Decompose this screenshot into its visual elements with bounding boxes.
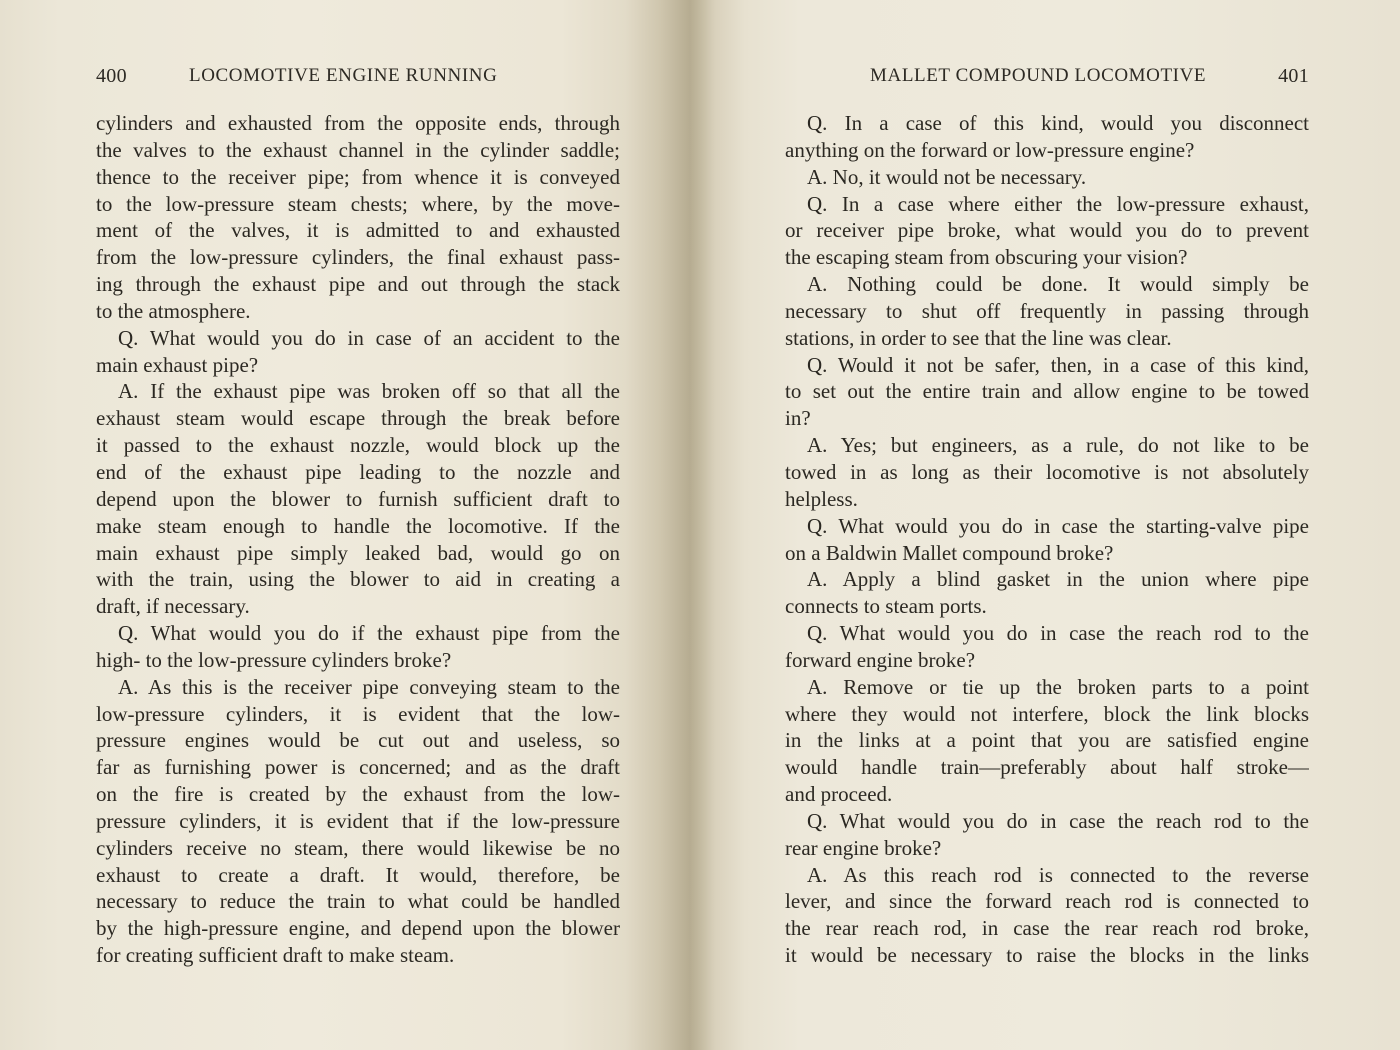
text-line: main exhaust pipe? xyxy=(96,352,259,377)
answer-line: A. Apply a blind gasket in the union where pipe xyxy=(807,567,1309,592)
text-line: low-pressure cylinders, it is evident that the low- xyxy=(96,701,620,726)
text-line: on the fire is created by the exhaust from the low- xyxy=(96,782,620,807)
question-line: Q. What would you do if the exhaust pipe from the xyxy=(118,621,620,646)
right-running-title: MALLET COMPOUND LOCOMOTIVE xyxy=(870,65,1207,86)
question-line: Q. In a case where either the low-pressure exhaust, xyxy=(807,191,1309,216)
text-line: helpless. xyxy=(785,486,858,511)
answer-line: A. No, it would not be necessary. xyxy=(807,164,1087,189)
text-line: necessary to shut off frequently in passing through xyxy=(785,298,1309,323)
text-line: forward engine broke? xyxy=(785,647,976,672)
text-line: in? xyxy=(785,406,811,431)
text-line: high- to the low-pressure cylinders broke? xyxy=(96,647,452,672)
text-line: to set out the entire train and allow engine to be towed xyxy=(785,379,1309,404)
question-line: Q. What would you do in case the reach rod to the xyxy=(807,808,1309,833)
text-line: to the atmosphere. xyxy=(96,298,251,323)
text-line: in the links at a point that you are satisfied engine xyxy=(785,728,1309,753)
text-line: would handle train—preferably about half stroke— xyxy=(785,755,1309,780)
text-line: to the low-pressure steam chests; where, by the move- xyxy=(96,191,620,216)
text-line: anything on the forward or low-pressure engine? xyxy=(785,137,1195,162)
text-line: and proceed. xyxy=(785,782,893,807)
left-page-number: 400 xyxy=(96,65,127,87)
answer-line: A. If the exhaust pipe was broken off so that all the xyxy=(118,379,620,404)
text-line: make steam enough to handle the locomotive. If the xyxy=(96,513,620,538)
left-body-text xyxy=(96,110,620,969)
text-line: it passed to the exhaust nozzle, would block up the xyxy=(96,433,620,458)
text-line: ing through the exhaust pipe and out through the stack xyxy=(96,272,620,297)
right-page xyxy=(700,0,1400,1050)
text-line: where they would not interfere, block the link blocks xyxy=(785,701,1309,726)
right-page-number: 401 xyxy=(1278,65,1309,87)
text-line: draft, if necessary. xyxy=(96,594,250,619)
text-line: for creating sufficient draft to make steam. xyxy=(96,943,455,968)
text-line: pressure cylinders, it is evident that if the low-pressure xyxy=(96,808,620,833)
left-running-head xyxy=(96,62,620,90)
text-line: exhaust to create a draft. It would, therefore, be xyxy=(96,862,620,887)
text-line: end of the exhaust pipe leading to the nozzle and xyxy=(96,459,620,484)
text-line: stations, in order to see that the line was clear. xyxy=(785,325,1172,350)
text-line: cylinders and exhausted from the opposite ends, through xyxy=(96,111,620,135)
text-line: towed in as long as their locomotive is not absolutely xyxy=(785,459,1309,484)
question-line: Q. What would you do in case the reach rod to the xyxy=(807,621,1309,646)
answer-line: A. Remove or tie up the broken parts to a point xyxy=(807,674,1309,699)
text-line: or receiver pipe broke, what would you do to prevent xyxy=(785,218,1309,243)
question-line: Q. What would you do in case the starting-valve pipe xyxy=(807,513,1309,538)
text-line: exhaust steam would escape through the break before xyxy=(96,406,620,431)
question-line: Q. Would it not be safer, then, in a case of this kind, xyxy=(807,352,1309,377)
text-line: from the low-pressure cylinders, the final exhaust pass- xyxy=(96,245,620,270)
answer-line: A. As this is the receiver pipe conveying steam to the xyxy=(118,674,620,699)
right-body-text xyxy=(785,110,1309,969)
text-line: connects to steam ports. xyxy=(785,594,987,619)
answer-line: A. Nothing could be done. It would simply be xyxy=(807,272,1309,297)
question-line: Q. In a case of this kind, would you disconnect xyxy=(807,111,1309,135)
text-line: the valves to the exhaust channel in the cylinder saddle; xyxy=(96,137,620,162)
text-line: cylinders receive no steam, there would likewise be no xyxy=(96,835,620,860)
text-line: far as furnishing power is concerned; and as the draft xyxy=(96,755,620,780)
answer-line: A. Yes; but engineers, as a rule, do not like to be xyxy=(807,433,1309,458)
text-line: pressure engines would be cut out and useless, so xyxy=(96,728,620,753)
text-line: it would be necessary to raise the blocks in the links xyxy=(785,943,1309,968)
text-line: with the train, using the blower to aid in creating a xyxy=(96,567,620,592)
text-line: rear engine broke? xyxy=(785,835,942,860)
text-line: on a Baldwin Mallet compound broke? xyxy=(785,540,1114,565)
text-line: necessary to reduce the train to what could be handled xyxy=(96,889,620,914)
text-line: main exhaust pipe simply leaked bad, would go on xyxy=(96,540,620,565)
question-line: Q. What would you do in case of an accident to the xyxy=(118,325,620,350)
text-line: by the high-pressure engine, and depend upon the blower xyxy=(96,916,620,941)
answer-line: A. As this reach rod is connected to the reverse xyxy=(807,862,1309,887)
text-line: thence to the receiver pipe; from whence it is conveyed xyxy=(96,164,620,189)
text-line: depend upon the blower to furnish sufficient draft to xyxy=(96,486,620,511)
left-running-title: LOCOMOTIVE ENGINE RUNNING xyxy=(189,65,498,86)
text-line: the escaping steam from obscuring your vision? xyxy=(785,245,1188,270)
text-line: lever, and since the forward reach rod is connected to xyxy=(785,889,1309,914)
right-running-head xyxy=(785,62,1309,90)
text-line: ment of the valves, it is admitted to and exhausted xyxy=(96,218,620,243)
text-line: the rear reach rod, in case the rear reach rod broke, xyxy=(785,916,1309,941)
